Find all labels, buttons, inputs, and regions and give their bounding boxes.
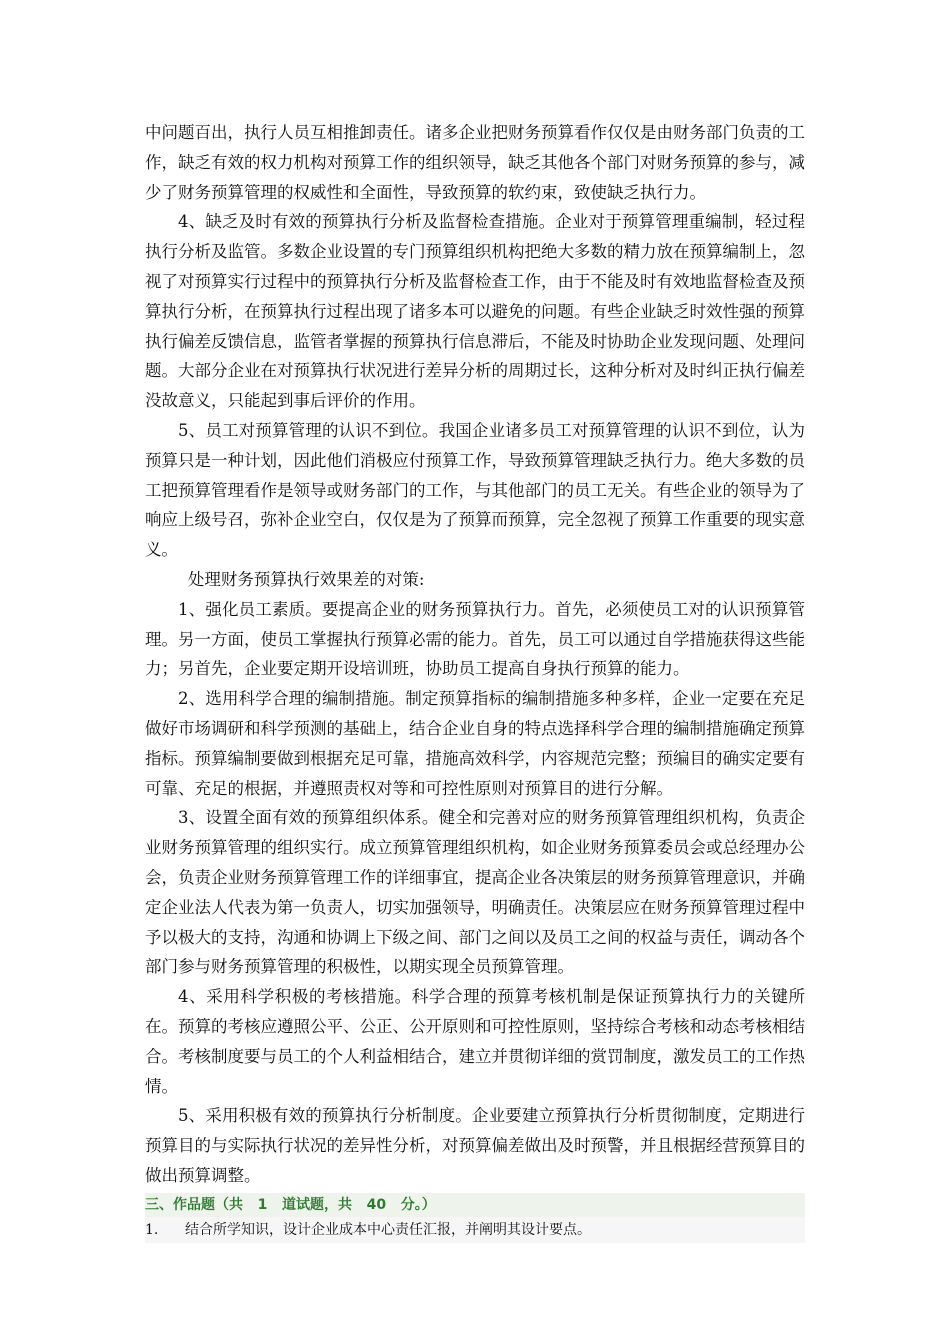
paragraph-continuation: 中问题百出，执行人员互相推卸责任。诸多企业把财务预算看作仅仅是由财务部门负责的工作，缺乏有效的权力机构对预算工作的组织领导，缺乏其他各个部门对财务预算的参与，减少了财务预算管理的权威性和全面性，导致预算的软约束，致使缺乏执行力。	[145, 123, 805, 202]
question-text: 结合所学知识，设计企业成本中心责任汇报，并阐明其设计要点。	[185, 1221, 591, 1238]
paragraph-measure-2: 2、选用科学合理的编制措施。制定预算指标的编制措施多种多样，企业一定要在充足做好市场调研和科学预测的基础上，结合企业自身的特点选择科学合理的编制措施确定预算指标。预算编制要做到根据充足可靠，措施高效科学，内容规范完整；预编目的确实定要有可靠、充足的根据，并遵照责权对等和可控性原则对预算目的进行分解。	[145, 689, 805, 798]
paragraph-measure-3: 3、设置全面有效的预算组织体系。健全和完善对应的财务预算管理组织机构，负责企业财务预算管理的组织实行。成立预算管理组织机构，如企业财务预算委员会或总经理办公会，负责企业财务预算管理工作的详细事宜，提高企业各决策层的财务预算管理意识，并确定企业法人代表为第一负责人，切实加强领导，明确责任。决策层应在财务预算管理过程中予以极大的支持，沟通和协调上下级之间、部门之间以及员工之间的权益与责任，调动各个部门参与财务预算管理的积极性，以期实现全员预算管理。	[145, 808, 805, 977]
countermeasures-heading: 处理财务预算执行效果差的对策:	[187, 569, 425, 589]
paragraph-problem-4: 4、缺乏及时有效的预算执行分析及监督检查措施。企业对于预算管理重编制，轻过程执行分析及监管。多数企业设置的专门预算组织机构把绝大多数的精力放在预算编制上，忽视了对预算实行过程中的预算执行分析及监督检查工作，由于不能及时有效地监督检查及预算执行分析，在预算执行过程出现了诸多本可以避免的问题。有些企业缺乏时效性强的预算执行偏差反馈信息，监管者掌握的预算执行信息滞后，不能及时协助企业发现问题、处理问题。大部分企业在对预算执行状况进行差异分析的周期过长，这种分析对及时纠正执行偏差没故意义，只能起到事后评价的作用。	[145, 212, 805, 411]
paragraph-problem-5: 5、员工对预算管理的认识不到位。我国企业诸多员工对预算管理的认识不到位，认为预算只是一种计划，因此他们消极应付预算工作，导致预算管理缺乏执行力。绝大多数的员工把预算管理看作是领导或财务部门的工作，与其他部门的员工无关。有些企业的领导为了响应上级号召，弥补企业空白，仅仅是为了预算而预算，完全忽视了预算工作重要的现实意义。	[145, 420, 805, 560]
question-number: 1.	[145, 1221, 159, 1238]
document-page	[145, 118, 805, 1243]
section-heading-essay: 三、作品题（共 1 道试题，共 40 分。）	[145, 1193, 805, 1217]
paragraph-measure-5: 5、采用积极有效的预算执行分析制度。企业要建立预算执行分析贯彻制度，定期进行预算目的与实际执行状况的差异性分析，对预算偏差做出及时预警，并且根据经营预算目的做出预算调整。	[145, 1106, 805, 1185]
paragraph-measure-4: 4、采用科学积极的考核措施。科学合理的预算考核机制是保证预算执行力的关键所在。预算的考核应遵照公平、公正、公开原则和可控性原则，坚持综合考核和动态考核相结合。考核制度要与员工的个人利益相结合，建立并贯彻详细的赏罚制度，激发员工的工作热情。	[145, 987, 805, 1096]
paragraph-measure-1: 1、强化员工素质。要提高企业的财务预算执行力。首先，必须使员工对的认识预算管理。另一方面，使员工掌握执行预算必需的能力。首先，员工可以通过自学措施获得这些能力；另首先，企业要定期开设培训班，协助员工提高自身执行预算的能力。	[145, 599, 805, 679]
question-item	[145, 1217, 805, 1243]
